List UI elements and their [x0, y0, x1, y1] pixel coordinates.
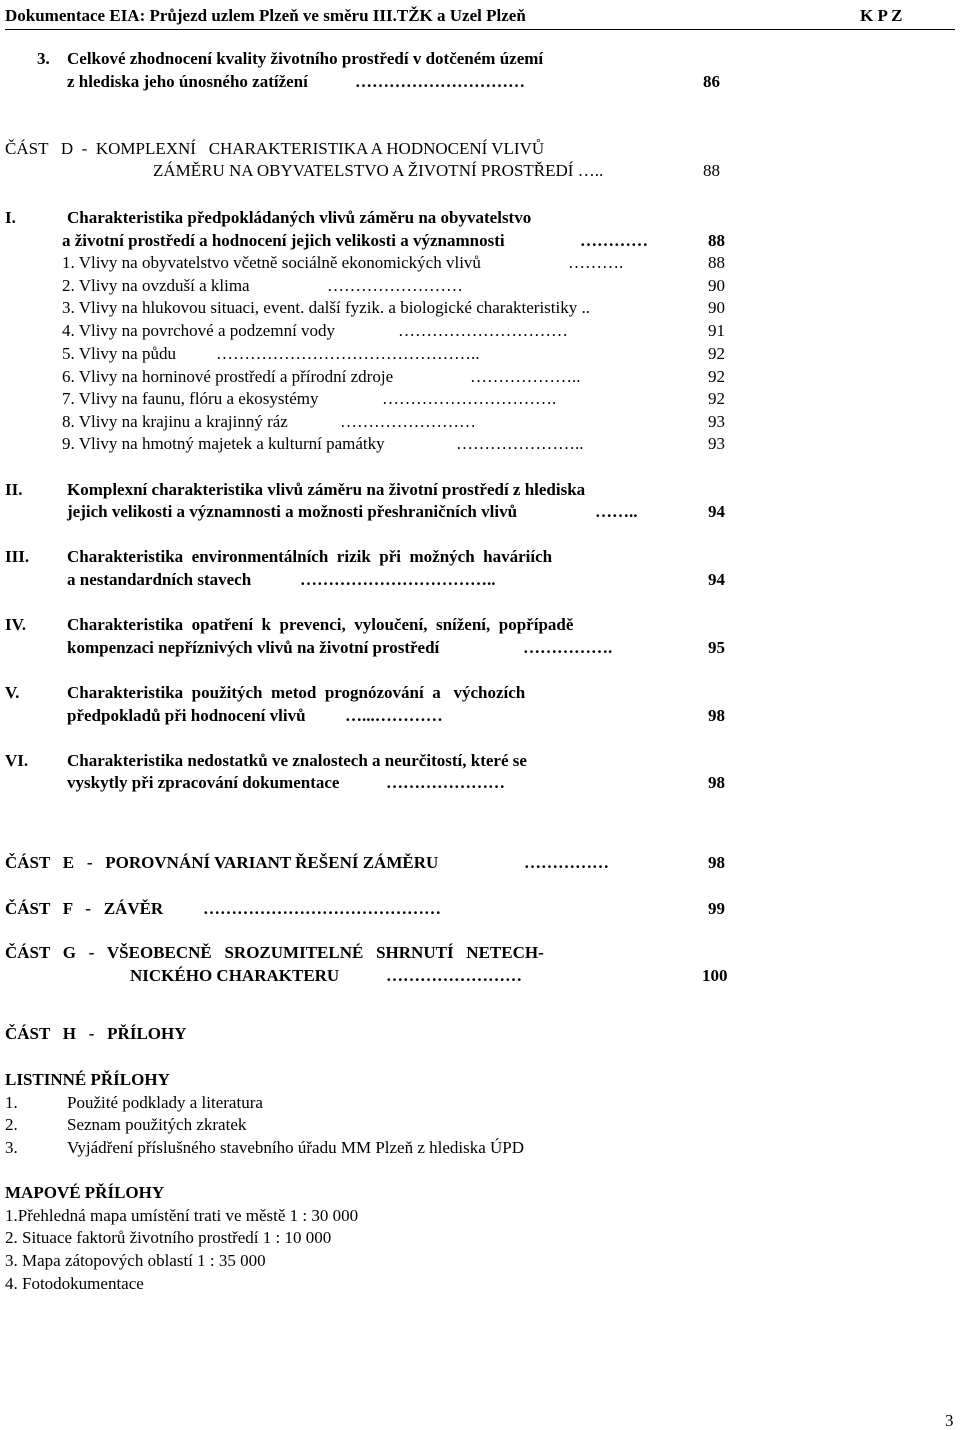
toc-item-3-number: 3.	[37, 49, 50, 68]
toc-subitem-7: 7. Vlivy na faunu, flóru a ekosystémy	[62, 389, 319, 408]
toc-section-iii-line2: a nestandardních stavech	[67, 570, 252, 589]
toc-section-i-number: I.	[5, 208, 16, 227]
toc-section-ii-line1: Komplexní charakteristika vlivů záměru na životní prostředí z hlediska	[67, 480, 586, 499]
toc-subitem-9-page: 93	[708, 434, 725, 453]
toc-subitem-8-page: 93	[708, 412, 725, 431]
toc-subitem-2-dots: ……………………	[327, 276, 463, 295]
toc-subitem-6-page: 92	[708, 367, 725, 386]
toc-subitem-6-dots: ………………..	[470, 367, 585, 386]
toc-section-iv-page: 95	[708, 638, 725, 657]
document-header-company: K P Z	[860, 6, 903, 25]
toc-item-3-line1: Celkové zhodnocení kvality životního prostředí v dotčeném území	[67, 49, 544, 68]
toc-subitem-4-dots: …………………………	[398, 321, 568, 340]
toc-part-f-page: 99	[708, 899, 725, 918]
mapove-item-1: 1.Přehledná mapa umístění trati ve městě 1 : 30 000	[5, 1206, 359, 1225]
listinne-item-1-number: 1.	[5, 1093, 18, 1112]
toc-item-3-dots: …………………………	[355, 72, 525, 91]
toc-subitem-3-page: 90	[708, 298, 725, 317]
toc-section-iv-dots: …………….	[523, 638, 613, 657]
toc-section-vi-line2: vyskytly při zpracování dokumentace	[67, 773, 340, 792]
mapove-prilohy-heading: MAPOVÉ PŘÍLOHY	[5, 1183, 165, 1202]
toc-subitem-1: 1. Vlivy na obyvatelstvo včetně sociálně ekonomických vlivů	[62, 253, 481, 272]
toc-section-iv-number: IV.	[5, 615, 26, 634]
toc-subitem-8-dots: ……………………	[340, 412, 476, 431]
toc-section-v-line2: předpokladů při hodnocení vlivů	[67, 706, 306, 725]
listinne-item-2-number: 2.	[5, 1115, 18, 1134]
toc-section-vi-page: 98	[708, 773, 725, 792]
toc-section-i-line2: a životní prostředí a hodnocení jejich velikosti a významnosti	[62, 231, 505, 250]
toc-part-f-dots: ……………………………………	[203, 899, 441, 918]
toc-section-iv-line2: kompenzaci nepříznivých vlivů na životní prostředí	[67, 638, 440, 657]
toc-section-ii-number: II.	[5, 480, 23, 499]
toc-part-e-dots: ……………	[524, 853, 609, 872]
toc-section-iv-line1: Charakteristika opatření k prevenci, vyloučení, snížení, popřípadě	[67, 615, 574, 634]
toc-subitem-6: 6. Vlivy na horninové prostředí a přírodní zdroje	[62, 367, 394, 386]
toc-subitem-7-page: 92	[708, 389, 725, 408]
mapove-item-4: 4. Fotodokumentace	[5, 1274, 144, 1293]
toc-section-v-page: 98	[708, 706, 725, 725]
toc-subitem-4: 4. Vlivy na povrchové a podzemní vody	[62, 321, 336, 340]
toc-section-i-dots: …………	[580, 231, 648, 250]
toc-part-e: ČÁST E - POROVNÁNÍ VARIANT ŘEŠENÍ ZÁMĚRU	[5, 853, 439, 872]
toc-part-g-page: 100	[702, 966, 728, 985]
toc-section-iii-number: III.	[5, 547, 30, 566]
document-header-title: Dokumentace EIA: Průjezd uzlem Plzeň ve směru III.TŽK a Uzel Plzeň	[5, 6, 526, 25]
toc-part-g-line2: NICKÉHO CHARAKTERU	[130, 966, 340, 985]
mapove-item-2: 2. Situace faktorů životního prostředí 1 : 10 000	[5, 1228, 332, 1247]
toc-section-vi-line1: Charakteristika nedostatků ve znalostech a neurčitostí, které se	[67, 751, 527, 770]
toc-part-d-line1: ČÁST D - KOMPLEXNÍ CHARAKTERISTIKA A HODNOCENÍ VLIVŮ	[5, 139, 545, 158]
toc-section-i-page: 88	[708, 231, 725, 250]
header-divider	[5, 29, 955, 30]
toc-subitem-8: 8. Vlivy na krajinu a krajinný ráz	[62, 412, 288, 431]
toc-subitem-9-dots: …………………..	[456, 434, 584, 453]
toc-section-iii-line1: Charakteristika environmentálních rizik při možných haváriích	[67, 547, 553, 566]
toc-section-v-line1: Charakteristika použitých metod prognózování a výchozích	[67, 683, 526, 702]
toc-section-ii-dots: ……..	[595, 502, 638, 521]
toc-part-h: ČÁST H - PŘÍLOHY	[5, 1024, 187, 1043]
toc-subitem-2: 2. Vlivy na ovzduší a klima	[62, 276, 250, 295]
toc-part-f: ČÁST F - ZÁVĚR	[5, 899, 164, 918]
toc-section-v-dots: …...…………	[345, 706, 443, 725]
toc-section-iii-page: 94	[708, 570, 725, 589]
listinne-prilohy-heading: LISTINNÉ PŘÍLOHY	[5, 1070, 170, 1089]
toc-section-vi-number: VI.	[5, 751, 29, 770]
toc-subitem-5-dots: ………………………………………..	[216, 344, 480, 363]
listinne-item-3-number: 3.	[5, 1138, 18, 1157]
listinne-item-2: Seznam použitých zkratek	[67, 1115, 247, 1134]
toc-item-3-line2: z hlediska jeho únosného zatížení	[67, 72, 308, 91]
toc-section-v-number: V.	[5, 683, 20, 702]
toc-section-vi-dots: …………………	[386, 773, 505, 792]
toc-subitem-1-page: 88	[708, 253, 725, 272]
toc-part-e-page: 98	[708, 853, 725, 872]
toc-section-iii-dots: ……………………………..	[300, 570, 496, 589]
toc-section-i-line1: Charakteristika předpokládaných vlivů záměru na obyvatelstvo	[67, 208, 532, 227]
page-number: 3	[945, 1411, 954, 1430]
toc-part-g-dots: ……………………	[386, 966, 522, 985]
listinne-item-3: Vyjádření příslušného stavebního úřadu MM Plzeň z hlediska ÚPD	[67, 1138, 525, 1157]
toc-subitem-5: 5. Vlivy na půdu	[62, 344, 176, 363]
toc-subitem-4-page: 91	[708, 321, 725, 340]
toc-subitem-9: 9. Vlivy na hmotný majetek a kulturní památky	[62, 434, 385, 453]
toc-section-ii-page: 94	[708, 502, 725, 521]
mapove-item-3: 3. Mapa zátopových oblastí 1 : 35 000	[5, 1251, 266, 1270]
toc-item-3-page: 86	[703, 72, 720, 91]
toc-part-d-page: 88	[703, 161, 720, 180]
toc-subitem-5-page: 92	[708, 344, 725, 363]
toc-subitem-3: 3. Vlivy na hlukovou situaci, event. další fyzik. a biologické charakteristiky ..	[62, 298, 590, 317]
listinne-item-1: Použité podklady a literatura	[67, 1093, 263, 1112]
toc-subitem-1-dots: ……….	[568, 253, 624, 272]
toc-section-ii-line2: jejich velikosti a významnosti a možnosti přeshraničních vlivů	[67, 502, 518, 521]
toc-part-d-line2: ZÁMĚRU NA OBYVATELSTVO A ŽIVOTNÍ PROSTŘEDÍ …..	[153, 161, 604, 180]
toc-subitem-7-dots: ………………………….	[382, 389, 557, 408]
toc-subitem-2-page: 90	[708, 276, 725, 295]
toc-part-g-line1: ČÁST G - VŠEOBECNĚ SROZUMITELNÉ SHRNUTÍ NETECH-	[5, 943, 544, 962]
